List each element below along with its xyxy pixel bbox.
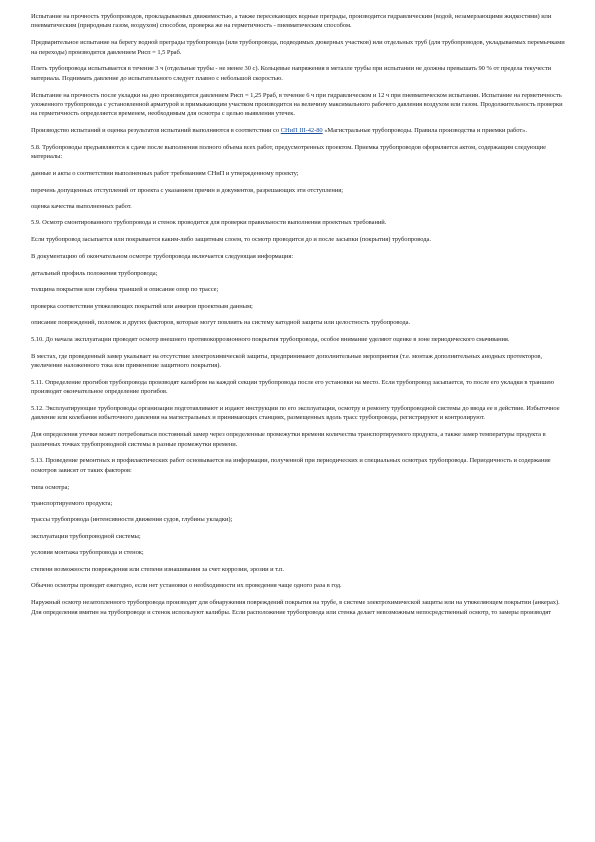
paragraph: Предварительное испытание на берегу водной преграды трубопровода (или трубопровода, подводимых дюкерных участков) или отдельных труб (для трубопроводов, укладываемых перемычками на переходы) производится давлением Рисп = 1,5 Рраб. bbox=[31, 39, 565, 56]
paragraph: Если трубопровод засыпается или покрывается каким-либо защитным слоем, то осмотр проводится до и после засыпки (покрытия) трубопровода. bbox=[31, 236, 431, 244]
section-paragraph: 5.10. До начала эксплуатации проводят осмотр внешнего противокоррозионного покрытия трубопровода, особое внимание уделяют оценке в зоне периодического смачивания. bbox=[31, 335, 510, 343]
paragraph-text: «Магистральные трубопроводы. Правила производства и приемки работ». bbox=[322, 127, 527, 135]
section-paragraph: 5.8. Трубопроводы предъявляются к сдаче после выполнения полного объема всех работ, предусмотренных проектом. Приемка трубопроводов оформляется актом, содержащим следующие материалы: bbox=[31, 144, 546, 161]
paragraph: В документацию об окончательном осмотре трубопровода включается следующая информация: bbox=[31, 253, 294, 261]
section-paragraph: 5.12. Эксплуатирующие трубопроводы организации подготавливают и издают инструкции по его эксплуатации, осмотру и ремонту трубопроводной системы до ввода ее в действие. Избыточное давление или колебания избыточного давления на магистральных и принимающих станциях, размещенных вдоль трасс трубопровода, регистрируют и контролируют. bbox=[31, 405, 560, 422]
list-item: данные и акты о соответствии выполненных работ требованиям СНиП и утвержденному проекту; bbox=[31, 170, 299, 178]
list-item: степени возможности повреждения или степени изнашивания за счет коррозии, эрозии и т.п. bbox=[31, 565, 284, 573]
section-paragraph: 5.13. Проведение ремонтных и профилактических работ основывается на информации, полученной при периодических и специальных осмотрах трубопровода. Периодичность и содержание осмотров зависят от таких факторов: bbox=[31, 457, 551, 474]
list-item: проверка соответствия утяжеляющих покрытий или анкеров проектным данным; bbox=[31, 302, 253, 310]
section-paragraph: 5.9. Осмотр смонтированного трубопровода и стенок проводится для проверки правильности выполнения проектных требований. bbox=[31, 219, 387, 227]
paragraph: Наружный осмотр незатопленного трубопровода производят для обнаружения повреждений покрытия на трубе, в системе электрохимической защиты или на утяжеляющем покрытии (анкерах). Для определения вмятин на трубопроводе и стенок используют калибры. Если расположение трубопровода или стенка делает невозможным непосредственный осмотр, то замеры производят bbox=[31, 599, 560, 616]
paragraph: Испытание на прочность после укладки на дно производится давлением Рисп = 1,25 Рраб, в течение 6 ч при гидравлическом и 12 ч при пневматическом испытании. Испытание на герметичность уложенного трубопровода с установленной арматурой и примыкающим участком производится на величину максимального рабочего давления воздухом или газом. Продолжительность проверки на герметичность определяется временем, необходимым для осмотра с целью выявления утечек. bbox=[31, 91, 563, 118]
list-item: трассы трубопровода (интенсивности движения судов, глубины укладки); bbox=[31, 516, 233, 524]
list-item: перечень допущенных отступлений от проекта с указанием причин и документов, разрешающих эти отступления; bbox=[31, 186, 343, 194]
paragraph-text: Производство испытаний и оценка результатов испытаний выполняются в соответствии со bbox=[31, 127, 281, 135]
list-item: оценка качества выполненных работ. bbox=[31, 203, 132, 211]
paragraph: Обычно осмотры проводят ежегодно, если нет установки о необходимости их проведения чаще одного раза в год. bbox=[31, 582, 342, 590]
list-item: толщина покрытия или глубина траншей и описание опор по трассе; bbox=[31, 286, 219, 294]
snip-reference-link[interactable]: СНиП III-42-80 bbox=[280, 127, 323, 135]
list-item: эксплуатации трубопроводной системы; bbox=[31, 532, 141, 540]
paragraph: Для определения утечки может потребоваться постоянный замер через определенные промежутки времени количества транспортируемого продукта, а также замер температуры продукта в различных точках трубопроводной системы в разные промежутки времени. bbox=[31, 431, 546, 448]
list-item: детальный профиль положения трубопровода; bbox=[31, 269, 158, 277]
list-item: условия монтажа трубопровода и стенок; bbox=[31, 549, 144, 557]
list-item: типа осмотра; bbox=[31, 483, 70, 491]
paragraph: Плеть трубопровода испытывается в течение 3 ч (отдельные трубы - не менее 30 с). Кольцевые напряжения в металле трубы при испытании не должны превышать 90 % от предела текучести материала. Поднимать давление до испытательного следует плавно с небольшой скоростью. bbox=[31, 65, 552, 82]
paragraph: В местах, где проведенный замер указывает на отсутствие электрохимической защиты, предпринимают дополнительные мероприятия (т.е. монтаж дополнительных анодных протекторов, увеличение наложенного тока или применение защитного покрытия). bbox=[31, 352, 543, 370]
list-item: описание повреждений, поломок и других факторов, которые могут повлиять на систему катодной защиты или целостность трубопровода. bbox=[31, 319, 411, 327]
list-item: транспортируемого продукта; bbox=[31, 500, 113, 508]
paragraph: Испытание на прочность трубопроводов, прокладываемых движимостью, а также пересекающих водные преграды, производится гидравлическим (водой, незамерзающими жидкостями) или пневматическим (природным газом, воздухом) способом, проверка же на герметичность - пневматическим способом. bbox=[31, 13, 552, 30]
section-paragraph: 5.11. Определение прогибов трубопровода производят калибром на каждой секции трубопровода после его установки на место. Если трубопровод засыпается, то после его укладки в траншею производят окончательное определение прогибов. bbox=[31, 378, 554, 396]
paragraph-with-reference bbox=[31, 126, 565, 135]
